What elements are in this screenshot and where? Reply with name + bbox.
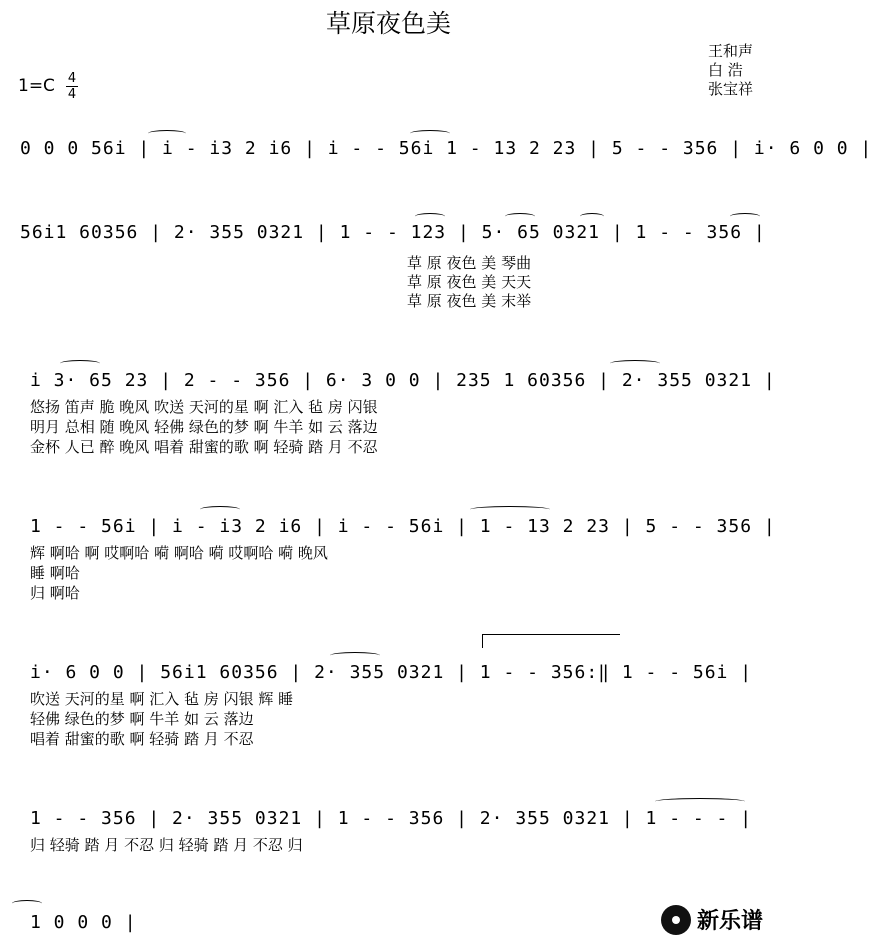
notation-row-6: 1 - - 356 | 2· 355 0321 | 1 - - 356 | 2· 355 0321 | 1 - - - | <box>30 808 753 829</box>
lyrics-row-2-verse-2: 草 原 夜色 美 天天 <box>407 273 532 291</box>
site-logo <box>661 904 763 935</box>
slur <box>415 213 445 220</box>
record-disc-icon <box>661 905 691 935</box>
notation-row-7: 1 0 0 0 | <box>30 912 137 933</box>
notation-row-3: i 3· 65 23 | 2 - - 356 | 6· 3 0 0 | 235 1 60356 | 2· 355 0321 | <box>30 370 776 391</box>
logo-text: 新乐谱 <box>696 909 763 934</box>
lyrics-row-5-verse-1: 吹送 天河的星 啊 汇入 毡 房 闪银 辉 睡 <box>30 690 294 708</box>
time-signature-top: 4 <box>67 71 77 86</box>
volta-bracket <box>482 634 620 635</box>
lyrics-row-4-verse-1: 辉 啊哈 啊 哎啊哈 嗬 啊哈 嗬 哎啊哈 嗬 晚风 <box>30 544 328 562</box>
notation-row-1: 0 0 0 56i | i - i3 2 i6 | i - - 56i 1 - 13 2 23 | 5 - - 356 | i· 6 0 0 | <box>20 138 872 159</box>
notation-row-4: 1 - - 56i | i - i3 2 i6 | i - - 56i | 1 - 13 2 23 | 5 - - 356 | <box>30 516 776 537</box>
slur <box>12 900 42 907</box>
lyrics-row-5-verse-2: 轻佛 绿色的梦 啊 牛羊 如 云 落边 <box>30 710 254 728</box>
lyrics-row-5-verse-3: 唱着 甜蜜的歌 啊 轻骑 踏 月 不忍 <box>30 730 254 748</box>
time-signature <box>66 72 78 101</box>
song-title: 草原夜色美 <box>325 9 451 38</box>
lyrics-row-3-verse-2: 明月 总相 随 晚风 轻佛 绿色的梦 啊 牛羊 如 云 落边 <box>30 418 378 436</box>
slur <box>330 652 380 659</box>
notation-row-5: i· 6 0 0 | 56i1 60356 | 2· 355 0321 | 1 - - 356:‖ 1 - - 56i | <box>30 662 753 683</box>
composer-3: 张宝祥 <box>707 80 753 98</box>
volta-bracket-left <box>482 634 483 648</box>
lyrics-row-6: 归 轻骑 踏 月 不忍 归 轻骑 踏 月 不忍 归 <box>30 836 303 854</box>
lyrics-row-3-verse-1: 悠扬 笛声 脆 晚风 吹送 天河的星 啊 汇入 毡 房 闪银 <box>30 398 378 416</box>
lyrics-row-4-verse-2: 睡 啊哈 <box>30 564 80 582</box>
slur <box>410 130 450 137</box>
slur <box>655 798 745 805</box>
time-signature-bottom: 4 <box>67 87 77 102</box>
key-signature: 1=C <box>18 76 55 96</box>
composer-credits <box>708 42 753 99</box>
slur <box>505 213 535 220</box>
slur <box>470 506 550 513</box>
composer-2: 白 浩 <box>707 61 743 79</box>
slur <box>60 360 100 367</box>
lyrics-row-2-verse-3: 草 原 夜色 美 末举 <box>407 292 532 310</box>
notation-row-2: 56i1 60356 | 2· 355 0321 | 1 - - 123 | 5· 65 0321 | 1 - - 356 | <box>20 222 766 243</box>
lyrics-row-2-verse-1: 草 原 夜色 美 琴曲 <box>407 254 532 272</box>
composer-1: 王和声 <box>707 42 753 60</box>
slur <box>200 506 240 513</box>
slur <box>730 213 760 220</box>
slur <box>148 130 186 137</box>
slur <box>580 213 604 220</box>
lyrics-row-3-verse-3: 金杯 人已 醉 晚风 唱着 甜蜜的歌 啊 轻骑 踏 月 不忍 <box>30 438 378 456</box>
lyrics-row-4-verse-3: 归 啊哈 <box>30 584 80 602</box>
slur <box>610 360 660 367</box>
